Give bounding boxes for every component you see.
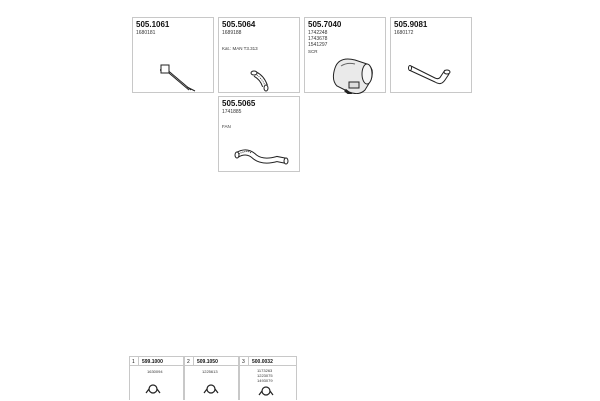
part-number: 505.9081 xyxy=(394,20,428,29)
muffler-icon xyxy=(305,18,387,94)
accessory-index: 3 xyxy=(242,359,245,365)
part-card[interactable] xyxy=(390,17,472,93)
application-note: Kat.: MAN T3.313 xyxy=(222,46,258,51)
reference-number: 1493079 xyxy=(257,378,273,383)
clamp-icon xyxy=(130,357,185,401)
reference-number: 1541297 xyxy=(308,42,328,48)
reference-number: 1741885 xyxy=(222,109,242,115)
reference-number: 1689188 xyxy=(222,30,242,36)
part-number: 505.1061 xyxy=(136,20,170,29)
reference-number: 1680181 xyxy=(136,30,156,36)
part-number: 505.5065 xyxy=(222,99,256,108)
reference-number: 1173263 xyxy=(257,368,273,373)
part-card[interactable] xyxy=(218,96,300,172)
part-number: 505.5064 xyxy=(222,20,256,29)
accessory-part-number: 599.1000 xyxy=(142,359,163,365)
flex-tailpipe-icon xyxy=(219,97,301,173)
reference-number: 1225613 xyxy=(202,369,218,374)
accessory-card[interactable] xyxy=(129,356,184,400)
accessory-part-number: 509.1050 xyxy=(197,359,218,365)
part-number: 505.7040 xyxy=(308,20,342,29)
part-card[interactable] xyxy=(218,17,300,93)
application-note: FAN xyxy=(222,124,231,129)
accessory-card[interactable] xyxy=(184,356,239,400)
reference-number: 1680172 xyxy=(394,30,414,36)
accessory-index: 2 xyxy=(187,359,190,365)
straight-pipe-icon xyxy=(133,18,215,94)
application-note: SCR xyxy=(308,49,318,54)
reference-number: 1223075 xyxy=(257,373,273,378)
accessory-part-number: 500.0032 xyxy=(252,359,273,365)
part-card[interactable] xyxy=(304,17,386,93)
accessory-index: 1 xyxy=(132,359,135,365)
part-card[interactable] xyxy=(132,17,214,93)
reference-number: 1742248 xyxy=(308,30,328,36)
clamp-icon xyxy=(240,357,298,401)
flex-pipe-icon xyxy=(219,18,301,94)
bent-pipe-icon xyxy=(391,18,473,94)
reference-number: 1743678 xyxy=(308,36,328,42)
clamp-icon xyxy=(185,357,240,401)
reference-number: 1630094 xyxy=(147,369,163,374)
accessory-card[interactable] xyxy=(239,356,297,400)
